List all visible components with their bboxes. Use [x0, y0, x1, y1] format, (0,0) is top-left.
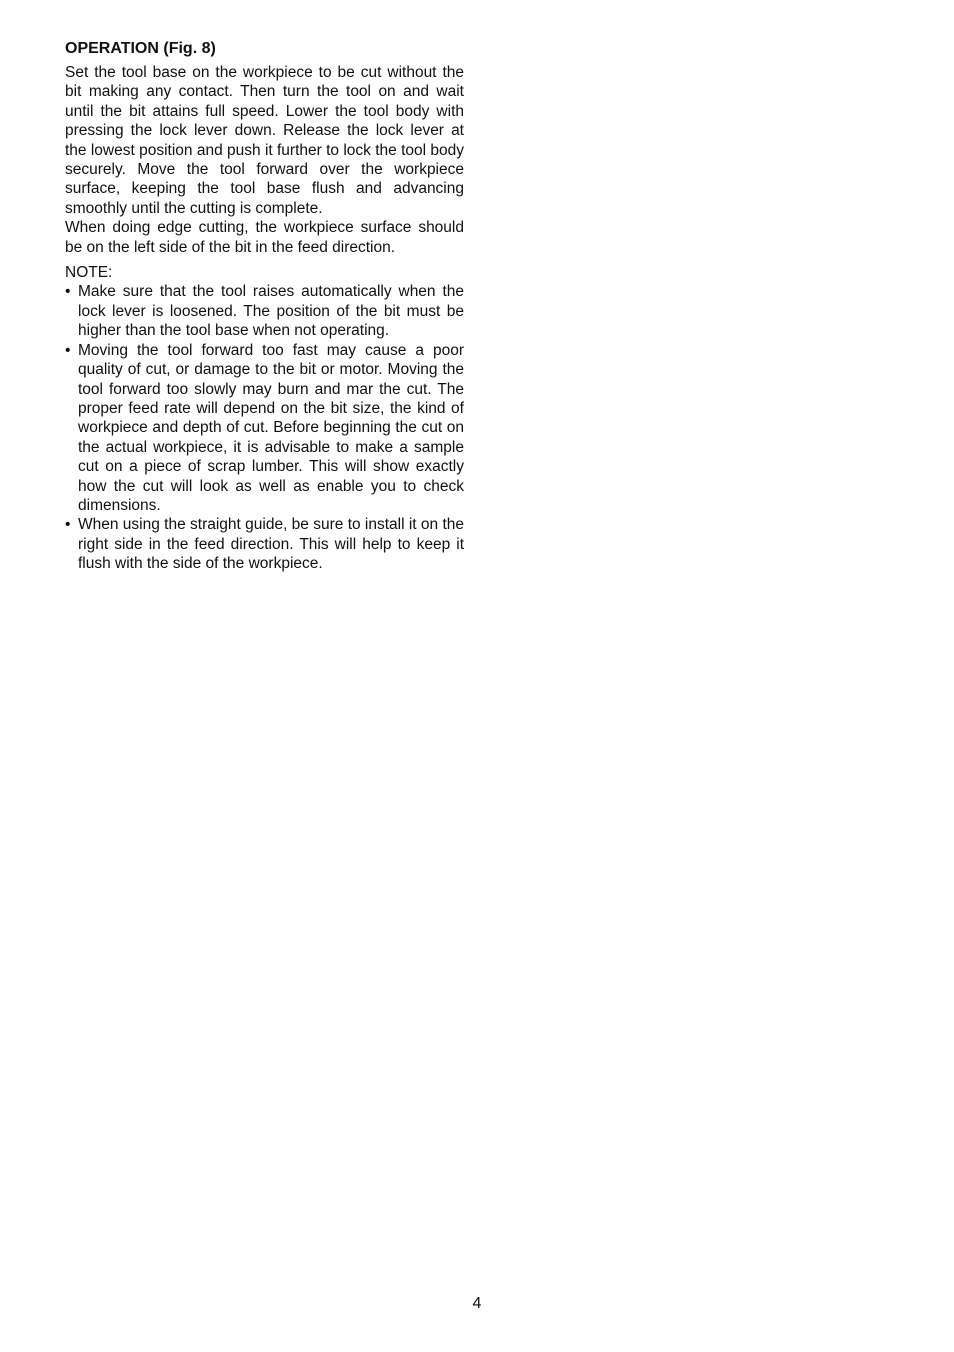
note-text: Moving the tool forward too fast may cause a poor quality of cut, or damage to the bit or motor. Moving the tool forward too slowly may burn and mar the cut. The proper feed rate will depend on the bit size, the kind of workpiece and depth of cut. Before beginning the cut on the actual workpiece, it is advisable to make a sample cut on a piece of scrap lumber. This will show exactly how the cut will look as well as enable you to check dimensions. — [78, 341, 464, 514]
note-text: When using the straight guide, be sure to install it on the right side in the feed direction. This will help to keep it flush with the side of the workpiece. — [78, 516, 465, 573]
operation-paragraph: Set the tool base on the workpiece to be cut without the bit making any contact. Then turn the tool on and wait until the bit attains full speed. Lower the tool body with pressing the lock lever down. Release the lock lever at the lowest position and push it further to lock the tool body securely. Move the tool forward over the workpiece surface, keeping the tool base flush and advancing smoothly until the cutting is complete. — [65, 64, 464, 217]
section-heading: OPERATION (Fig. 8) — [65, 40, 216, 57]
bullet-marker: • — [65, 283, 71, 301]
note-label: NOTE: — [65, 264, 113, 282]
list-item — [65, 515, 464, 573]
note-text: Make sure that the tool raises automatically when the lock lever is loosened. The position of the bit must be higher than the tool base when not operating. — [78, 283, 464, 340]
page-number: 4 — [472, 1295, 482, 1312]
list-item — [65, 282, 464, 340]
edge-cutting-paragraph: When doing edge cutting, the workpiece surface should be on the left side of the bit in the feed direction. — [65, 219, 464, 256]
bullet-marker: • — [65, 341, 71, 359]
list-item — [65, 341, 464, 516]
operation-section — [65, 38, 464, 574]
notes-list — [65, 282, 464, 573]
bullet-marker: • — [65, 516, 71, 534]
